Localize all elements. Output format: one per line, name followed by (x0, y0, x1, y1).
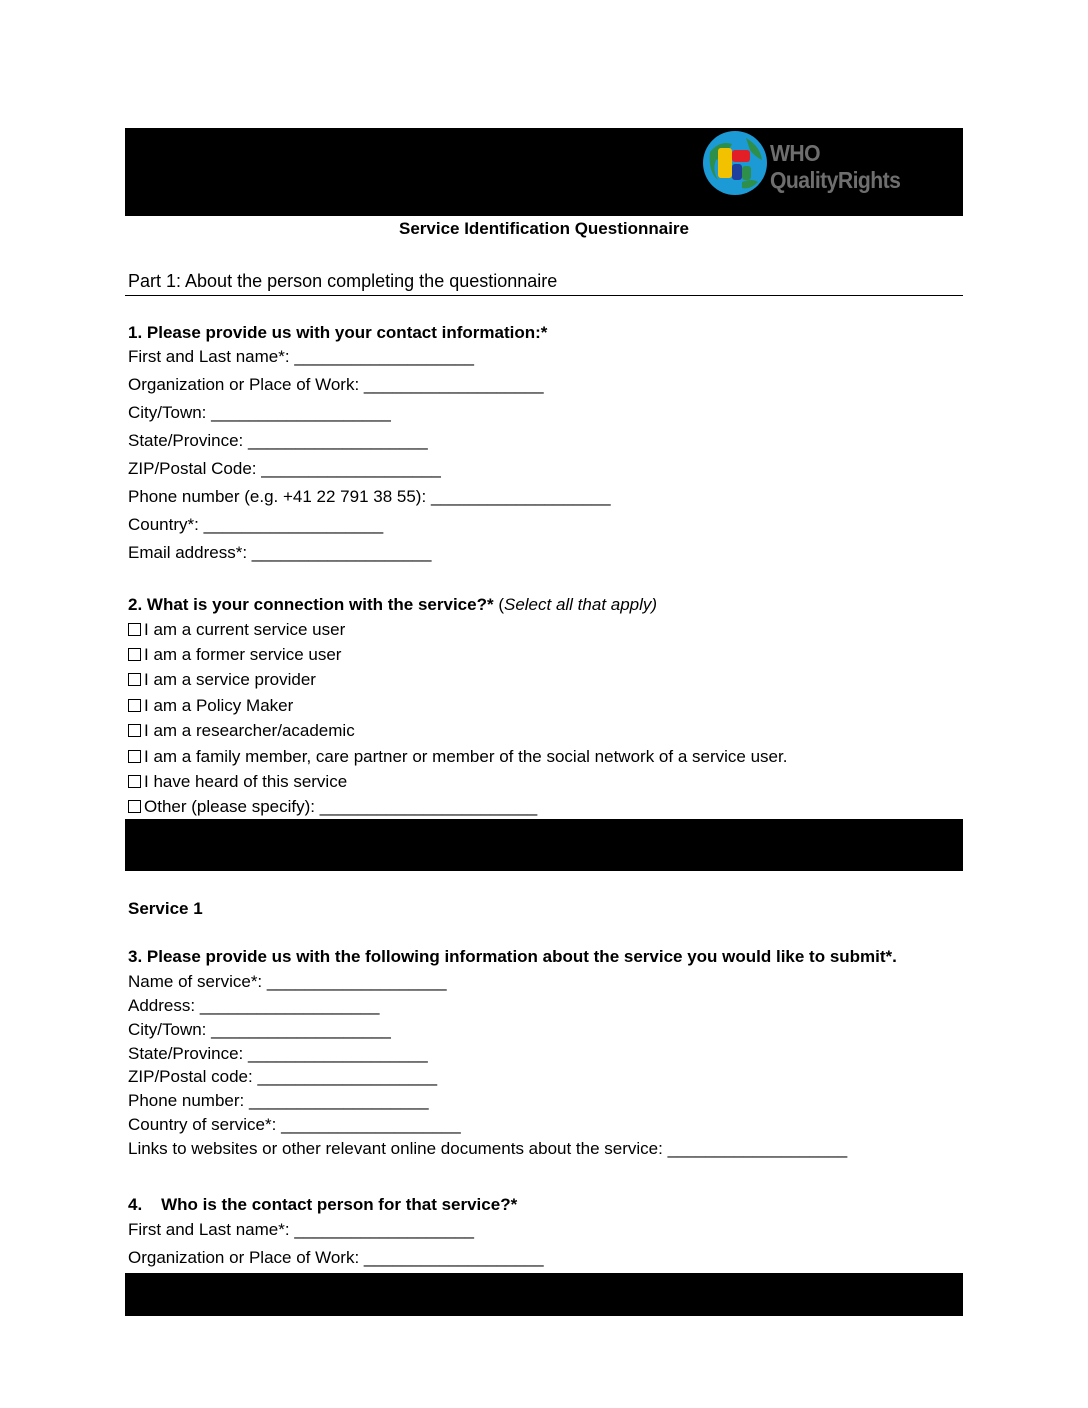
service-country-field[interactable]: ___________________ (281, 1115, 461, 1134)
q3-field-state: State/Province: ___________________ (128, 1044, 428, 1063)
contact-name-field[interactable]: ___________________ (294, 1220, 474, 1239)
contact-organization-field[interactable]: ___________________ (363, 1248, 544, 1267)
q4-field-name: First and Last name*: ___________________ (128, 1220, 474, 1239)
q3-field-name: Name of service*: ___________________ (128, 972, 447, 991)
q1-field-zip: ZIP/Postal Code: ___________________ (128, 459, 441, 478)
service-phone-field[interactable]: ___________________ (248, 1091, 429, 1110)
organization-field[interactable]: ___________________ (363, 375, 544, 394)
checkbox[interactable] (128, 699, 141, 712)
phone-field[interactable]: ___________________ (430, 487, 611, 506)
q2-option[interactable]: I have heard of this service (128, 771, 347, 793)
q1-field-email: Email address*: ___________________ (128, 543, 432, 562)
q1-heading: 1. Please provide us with your contact information:* (128, 323, 548, 342)
q2-heading: 2. What is your connection with the service?* (128, 595, 494, 614)
service-city-field[interactable]: ___________________ (211, 1020, 391, 1039)
q2-option[interactable]: I am a family member, care partner or member of the social network of a service user. (128, 746, 787, 768)
qr-globe-icon (702, 130, 768, 196)
q2-option[interactable]: I am a former service user (128, 644, 341, 666)
address-field[interactable]: ___________________ (199, 996, 380, 1015)
city-field[interactable]: ___________________ (211, 403, 391, 422)
q2-hint: (Select all that apply) (498, 595, 658, 614)
zip-field[interactable]: ___________________ (261, 459, 441, 478)
checkbox[interactable] (128, 800, 141, 813)
q1-field-name: First and Last name*: ___________________ (128, 347, 474, 366)
checkbox[interactable] (128, 750, 141, 763)
q3-field-city: City/Town: ___________________ (128, 1020, 391, 1039)
q3-field-phone: Phone number: ___________________ (128, 1091, 429, 1110)
q2-option[interactable]: I am a service provider (128, 669, 316, 691)
name-field[interactable]: ___________________ (294, 347, 474, 366)
q2-option[interactable]: I am a Policy Maker (128, 695, 293, 717)
logo-text: WHO QualityRights (770, 140, 901, 193)
q4-heading: 4. Who is the contact person for that service?* (128, 1195, 518, 1214)
part1-heading: Part 1: About the person completing the questionnaire (128, 271, 558, 291)
q2-option[interactable]: I am a current service user (128, 619, 345, 641)
checkbox[interactable] (128, 673, 141, 686)
links-field[interactable]: ___________________ (667, 1139, 848, 1158)
q3-field-country: Country of service*: ___________________ (128, 1115, 461, 1134)
email-field[interactable]: ___________________ (251, 543, 432, 562)
checkbox[interactable] (128, 724, 141, 737)
document-title: Service Identification Questionnaire (398, 219, 690, 238)
q4-field-organization: Organization or Place of Work: ___________________ (128, 1248, 544, 1267)
q1-field-country: Country*: ___________________ (128, 515, 384, 534)
section-bar (125, 819, 963, 871)
q2-heading-line (128, 594, 657, 616)
service-name-field[interactable]: ___________________ (266, 972, 447, 991)
footer-bar (125, 1273, 963, 1316)
q1-field-organization: Organization or Place of Work: ___________________ (128, 375, 544, 394)
service-state-field[interactable]: ___________________ (248, 1044, 428, 1063)
checkbox[interactable] (128, 623, 141, 636)
country-field[interactable]: ___________________ (203, 515, 384, 534)
state-field[interactable]: ___________________ (248, 431, 428, 450)
section-divider (125, 295, 963, 296)
q1-field-city: City/Town: ___________________ (128, 403, 391, 422)
q3-heading: 3. Please provide us with the following information about the service you would like to submit*. (128, 947, 897, 966)
q2-option[interactable]: I am a researcher/academic (128, 720, 355, 742)
q2-option[interactable]: Other (please specify): _______________________ (128, 796, 537, 818)
checkbox[interactable] (128, 775, 141, 788)
q1-field-phone: Phone number (e.g. +41 22 791 38 55): ___________________ (128, 487, 611, 506)
q3-field-zip: ZIP/Postal code: ___________________ (128, 1067, 438, 1086)
q3-field-address: Address: ___________________ (128, 996, 380, 1015)
checkbox[interactable] (128, 648, 141, 661)
q3-field-links: Links to websites or other relevant online documents about the service: ___________________ (128, 1139, 848, 1158)
service-zip-field[interactable]: ___________________ (257, 1067, 438, 1086)
service-label: Service 1 (128, 899, 203, 918)
q1-field-state: State/Province: ___________________ (128, 431, 428, 450)
who-qualityrights-logo (702, 130, 962, 196)
